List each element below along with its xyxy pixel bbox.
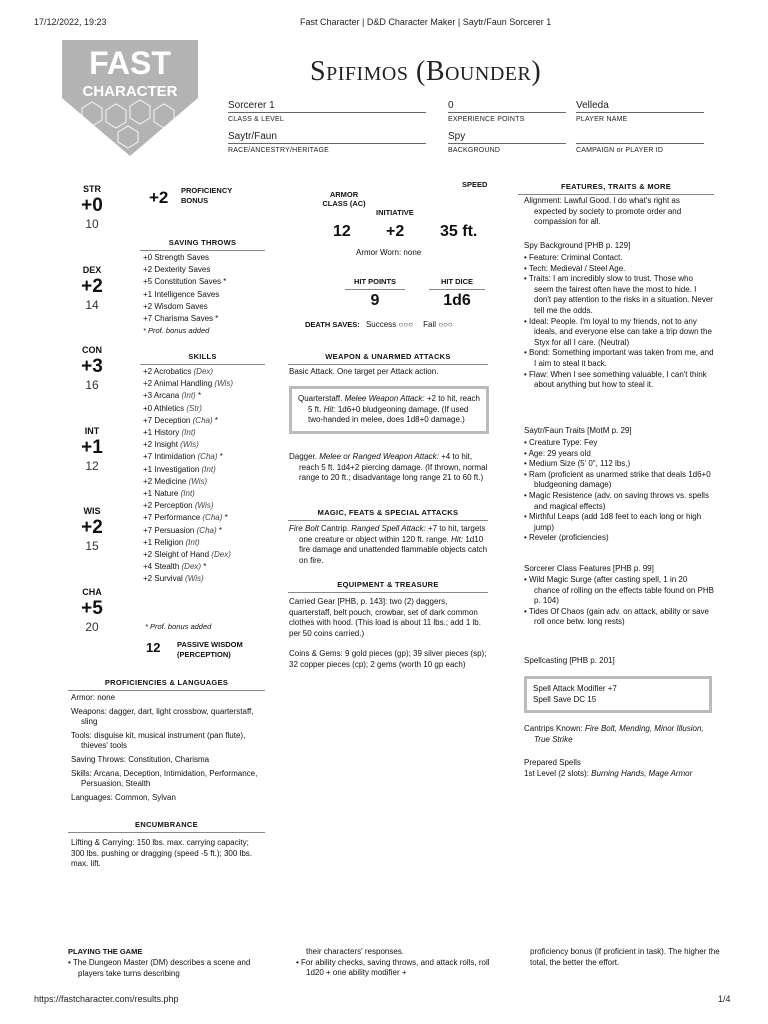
skill-row: +2 Sleight of Hand (Dex) [143, 550, 231, 560]
skill-row: +1 History (Int) [143, 428, 196, 438]
quarterstaff-attack: Quarterstaff. Melee Weapon Attack: +2 to hit, reach 5 ft. Hit: 1d6+0 bludgeoning damage. (If used two-handed in melee, does 1d8+0 damage.) [289, 386, 489, 434]
hit-points-value: 9 [370, 292, 380, 309]
proficiencies-heading: PROFICIENCIES & LANGUAGES [68, 678, 265, 688]
initiative-value: +2 [386, 223, 405, 240]
magic-heading: MAGIC, FEATS & SPECIAL ATTACKS [288, 508, 488, 518]
ability-str: STR +0 10 [81, 184, 103, 231]
spell-stats-box: Spell Attack Modifier +7 Spell Save DC 15 [524, 676, 712, 713]
class-level-field: Sorcerer 1 CLASS & LEVEL [228, 99, 426, 112]
character-name: Spifimos (Bounder) [310, 56, 542, 87]
playing-col1: • The Dungeon Master (DM) describes a scene and players take turns describing [68, 958, 251, 978]
print-page-counter: 1/4 [718, 994, 731, 1004]
fire-bolt-attack: Fire Bolt Cantrip. Ranged Spell Attack: +7 to hit, targets one creature or object within 120 ft. range. Hit: 1d10 fire damage and unattended flammable objects catch on fire. [289, 524, 488, 565]
armor-class-value: 12 [333, 223, 351, 240]
cantrips-known: Cantrips Known: Fire Bolt, Mending, Minor Illusion, True Strike [524, 724, 704, 744]
saving-throws-heading: SAVING THROWS [140, 238, 265, 248]
proficiencies-list: Armor: none Weapons: dagger, dart, light crossbow, quarterstaff, sling Tools: disguise kit, musical instrument (pan flute), thieves' tools Saving Throws: Constitution, Charisma Skills: Arcana, Deception, Intimidation, Performance, Persuasion, Stealth Languages: Common, Sylvan [71, 693, 258, 802]
playing-heading: PLAYING THE GAME [68, 947, 143, 956]
alignment: Alignment: Lawful Good. I do what's right as expected by society to promote order and compassion for all. [524, 196, 682, 227]
carried-gear: Carried Gear [PHB, p. 143]: two (2) daggers, quarterstaff, belt pouch, crowbar, set of dark common clothes with hood. (This load is about 11 lbs.; add 1 lb. per 50 coins carried.) [289, 597, 481, 638]
spy-background-list: • Feature: Criminal Contact. • Tech: Medieval / Steel Age. • Traits: I am incredibly slow to trust. Those who seem the fairest often have the most to hide. I don't pay attention to the risks in a situation. Never tell me the odds. • Ideal: People. I'm loyal to my friends, not to any ideals, and everyone else can take a trip down the Styx for all I care. (Neutral) • Bond: Something important was taken from me, and I aim to steal it back. • Flaw: When I see something valuable, I can't think about anything but how to steal it. [524, 253, 714, 390]
skill-row: +7 Deception (Cha) * [143, 415, 218, 425]
race-traits-heading: Saytr/Faun Traits [MotM p. 29] [524, 426, 632, 435]
ability-wis: WIS +2 15 [81, 506, 103, 553]
skill-row: +2 Insight (Wis) [143, 440, 199, 450]
class-features-heading: Sorcerer Class Features [PHB p. 99] [524, 564, 654, 573]
speed-value: 35 ft. [440, 223, 478, 240]
features-heading: FEATURES, TRAITS & MORE [518, 182, 714, 192]
skill-row: +3 Arcana (Int) * [143, 391, 202, 401]
equipment-heading: EQUIPMENT & TREASURE [288, 580, 488, 590]
skill-row: +1 Investigation (Int) [143, 464, 216, 474]
initiative-label: INITIATIVE [376, 208, 414, 217]
race-traits-list: • Creature Type: Fey • Age: 29 years old • Medium Size (5' 0", 112 lbs.) • Ram (proficient as unarmed strike that deals 1d6+0 bludgeoning damage) • Magic Resistence (adv. on saving throws vs. spells and magical effects) • Mirthful Leaps (add 1d8 feet to each long or high jump) • Reveler (proficiencies) [524, 438, 711, 543]
ability-int: INT +1 12 [81, 426, 103, 473]
xp-field: 0 EXPERIENCE POINTS [448, 99, 566, 112]
race-field: Saytr/Faun RACE/ANCESTRY/HERITAGE [228, 130, 426, 143]
hit-dice-value: 1d6 [443, 292, 471, 309]
skills-heading: SKILLS [140, 352, 265, 362]
spellcasting-heading: Spellcasting [PHB p. 201] [524, 656, 615, 665]
armor-class-label: ARMOR CLASS (AC) [322, 190, 366, 208]
death-saves: DEATH SAVES: Success ○○○ Fail ○○○ [305, 320, 453, 329]
hit-points-label: HIT POINTS [345, 277, 405, 290]
skill-row: +4 Stealth (Dex) * [143, 562, 207, 572]
proficiency-bonus-value: +2 [149, 188, 169, 207]
attacks-heading: WEAPON & UNARMED ATTACKS [288, 352, 488, 362]
ability-dex: DEX +2 14 [81, 265, 103, 312]
skill-row: +2 Perception (Wis) [143, 501, 214, 511]
skill-row: +0 Athletics (Str) [143, 403, 202, 413]
ability-cha: CHA +5 20 [81, 587, 103, 634]
saving-throws-list: +0 Strength Saves +2 Dexterity Saves +5 Constitution Saves * +1 Intelligence Saves +2 Wisdom Saves +7 Charisma Saves * * Prof. bonus added [143, 253, 227, 336]
skill-row: +1 Nature (Int) [143, 489, 195, 499]
skill-row: +2 Medicine (Wis) [143, 476, 208, 486]
skill-row: +7 Intimidation (Cha) * [143, 452, 223, 462]
skill-row: +1 Religion (Int) [143, 537, 200, 547]
skills-list [143, 366, 233, 586]
skill-row: +2 Animal Handling (Wis) [143, 379, 233, 389]
playing-col2: their characters' responses. • For ability checks, saving throws, and attack rolls, roll 1d20 + one ability modifier + [296, 947, 490, 978]
print-datetime: 17/12/2022, 19:23 [34, 17, 107, 27]
coins-gems: Coins & Gems: 9 gold pieces (gp); 39 silver pieces (sp); 32 copper pieces (cp); 2 gems (worth 10 gp each) [289, 649, 487, 669]
logo-line2: CHARACTER [82, 83, 178, 100]
dagger-attack: Dagger. Melee or Ranged Weapon Attack: +4 to hit, reach 5 ft. 1d4+2 piercing damage. (If thrown, normal range to 20 ft.; disadvantage long range 21 to 60 ft.) [289, 452, 488, 483]
first-level-spells: 1st Level (2 slots): Burning Hands, Mage Armor [524, 769, 693, 778]
class-features-list: • Wild Magic Surge (after casting spell, 1 in 20 chance of rolling on the effects table found on PHB p. 104) • Tides Of Chaos (gain adv. on attack, ability or save roll once betw. long rests) [524, 575, 714, 627]
fast-character-logo [62, 40, 198, 158]
skill-row: +2 Acrobatics (Dex) [143, 367, 214, 376]
proficiency-bonus-label: PROFICIENCY BONUS [181, 186, 233, 205]
background-field: Spy BACKGROUND [448, 130, 566, 143]
skill-row: +2 Survival (Wis) [143, 574, 204, 584]
prepared-spells-heading: Prepared Spells [524, 758, 581, 767]
passive-wisdom-value: 12 [146, 640, 161, 655]
skill-row: +7 Performance (Cha) * [143, 513, 228, 523]
encumbrance-text: Lifting & Carrying: 150 lbs. max. carrying capacity; 300 lbs. pushing or dragging (speed -5 ft.); 300 lbs. max. lift. [71, 838, 252, 869]
encumbrance-heading: ENCUMBRANCE [68, 820, 265, 830]
player-field: Velleda PLAYER NAME [576, 99, 704, 112]
basic-attack: Basic Attack. One target per Attack action. [289, 367, 439, 376]
speed-label: SPEED [462, 180, 488, 189]
ability-con: CON +3 16 [81, 345, 103, 392]
print-url: https://fastcharacter.com/results.php [34, 994, 179, 1004]
logo-line1: FAST [89, 45, 171, 81]
spy-background-heading: Spy Background [PHB p. 129] [524, 241, 631, 250]
armor-worn: Armor Worn: none [356, 248, 422, 257]
passive-wisdom-label: PASSIVE WISDOM (PERCEPTION) [177, 640, 243, 659]
playing-col3: proficiency bonus (if proficient in task). The higher the total, the better the effort. [530, 947, 720, 967]
skills-note: * Prof. bonus added [145, 622, 212, 631]
hit-dice-label: HIT DICE [429, 277, 485, 290]
skill-row: +7 Persuasion (Cha) * [143, 525, 222, 535]
print-page-title: Fast Character | D&D Character Maker | Saytr/Faun Sorcerer 1 [300, 17, 552, 27]
